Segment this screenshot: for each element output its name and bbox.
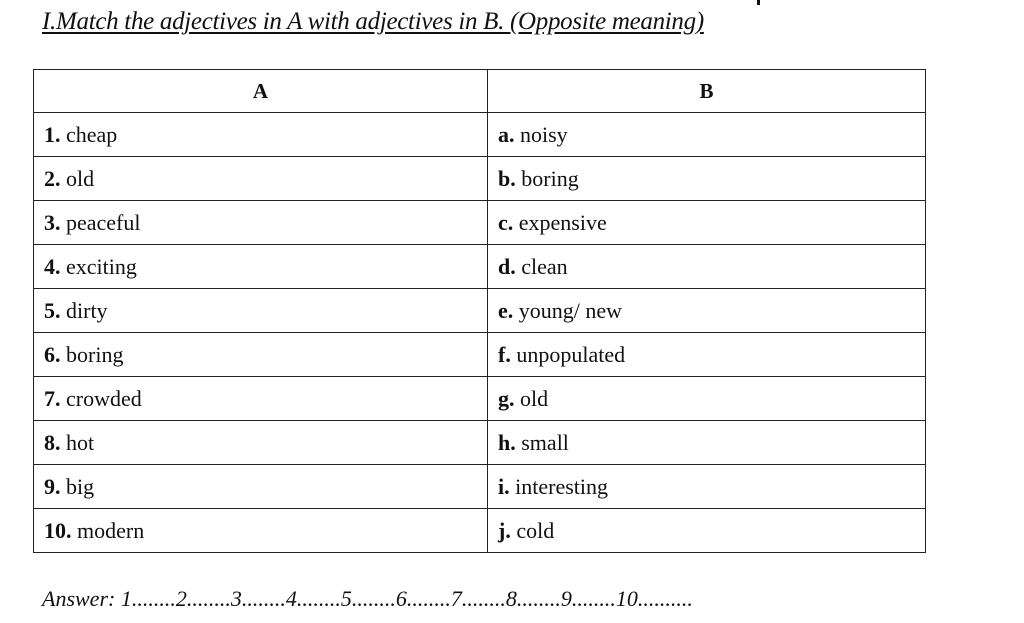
item-letter: g. [498, 385, 515, 411]
item-number: 1. [44, 121, 61, 147]
column-header-a: A [34, 70, 488, 113]
item-word: peaceful [66, 209, 141, 235]
cell-a [34, 113, 488, 157]
cell-a [34, 465, 488, 509]
table-row [34, 465, 926, 509]
item-word: unpopulated [516, 341, 626, 367]
item-letter: c. [498, 209, 514, 235]
item-word: cheap [66, 121, 118, 147]
cell-b [488, 289, 926, 333]
cell-b [488, 245, 926, 289]
table-row [34, 201, 926, 245]
answer-line: Answer: 1........2........3........4........5........6........7........8........9........10.......... [42, 586, 693, 611]
cell-b [488, 509, 926, 553]
item-letter: a. [498, 121, 515, 147]
item-word: dirty [66, 297, 108, 323]
cell-b [488, 113, 926, 157]
item-number: 3. [44, 209, 61, 235]
cell-a [34, 333, 488, 377]
item-number: 2. [44, 165, 61, 191]
table-row [34, 157, 926, 201]
item-word: hot [66, 429, 95, 455]
cell-b [488, 333, 926, 377]
table-row [34, 377, 926, 421]
cell-a [34, 421, 488, 465]
item-number: 7. [44, 385, 61, 411]
item-letter: f. [498, 341, 511, 367]
item-word: interesting [515, 473, 608, 499]
table-row [34, 509, 926, 553]
item-word: big [66, 473, 95, 499]
exercise-title: I.Match the adjectives in A with adjectives in B. (Opposite meaning) [42, 8, 704, 35]
item-number: 4. [44, 253, 61, 279]
item-letter: b. [498, 165, 516, 191]
table-row [34, 289, 926, 333]
cell-a [34, 377, 488, 421]
cell-b [488, 465, 926, 509]
item-word: modern [77, 517, 145, 543]
item-word: small [521, 429, 569, 455]
stray-mark [757, 0, 760, 5]
item-number: 10. [44, 517, 72, 543]
cell-a [34, 157, 488, 201]
item-word: exciting [66, 253, 137, 279]
table-row [34, 245, 926, 289]
table-row [34, 333, 926, 377]
column-header-b: B [488, 70, 926, 113]
cell-a [34, 245, 488, 289]
item-letter: j. [498, 517, 511, 543]
cell-a [34, 289, 488, 333]
table-row [34, 113, 926, 157]
item-letter: d. [498, 253, 516, 279]
cell-b [488, 421, 926, 465]
item-word: boring [66, 341, 124, 367]
item-word: noisy [520, 121, 568, 147]
table-row [34, 421, 926, 465]
table-header-row [34, 70, 926, 113]
item-word: boring [521, 165, 579, 191]
matching-table [33, 69, 926, 553]
item-number: 6. [44, 341, 61, 367]
item-letter: e. [498, 297, 514, 323]
cell-b [488, 377, 926, 421]
cell-a [34, 201, 488, 245]
item-word: cold [516, 517, 555, 543]
item-word: old [520, 385, 549, 411]
item-word: clean [521, 253, 568, 279]
cell-b [488, 157, 926, 201]
item-word: crowded [66, 385, 142, 411]
item-number: 8. [44, 429, 61, 455]
cell-b [488, 201, 926, 245]
item-word: young/ new [518, 297, 623, 323]
item-letter: h. [498, 429, 516, 455]
item-number: 9. [44, 473, 61, 499]
item-word: expensive [518, 209, 607, 235]
item-word: old [66, 165, 95, 191]
item-number: 5. [44, 297, 61, 323]
cell-a [34, 509, 488, 553]
item-letter: i. [498, 473, 510, 499]
